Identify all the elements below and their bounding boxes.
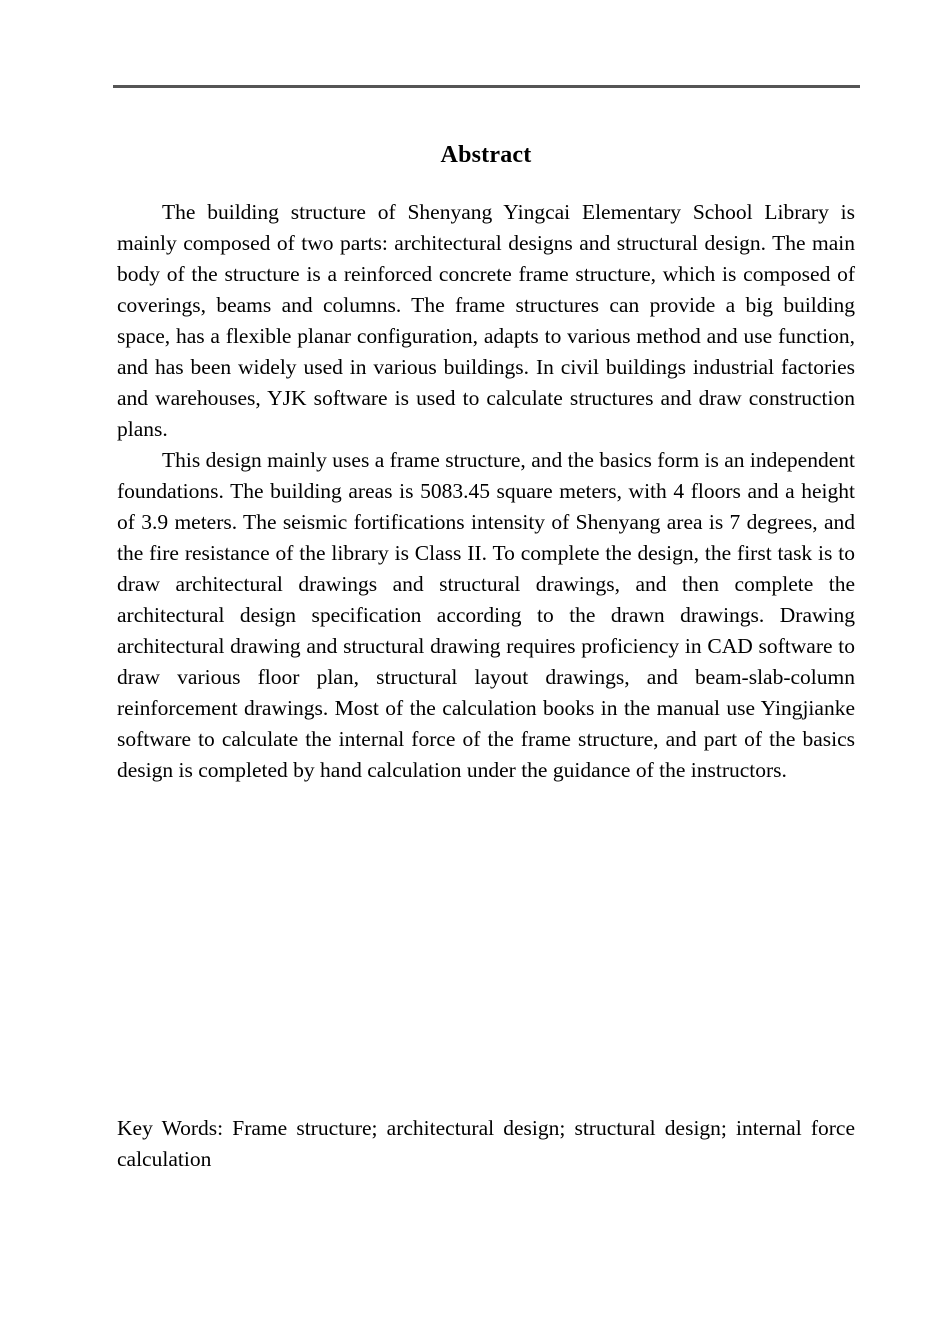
paragraph: The building structure of Shenyang Yingcai Elementary School Library is mainly composed of two parts: architectural designs and structural design. The main body of the structure is a reinforced concrete frame structure, which is composed of coverings, beams and columns. The frame structures can provide a big building space, has a flexible planar configuration, adapts to various method and use function, and has been widely used in various buildings. In civil buildings industrial factories and warehouses, YJK software is used to calculate structures and draw construction plans. — [117, 200, 855, 441]
keywords-line: Key Words: Frame structure; architectural design; structural design; internal force calculation — [117, 1116, 855, 1171]
abstract-section — [117, 140, 855, 786]
keywords-section — [117, 1113, 855, 1175]
header-rule-divider — [113, 85, 860, 88]
abstract-body — [117, 197, 855, 786]
page-title: Abstract — [440, 142, 532, 168]
paragraph: This design mainly uses a frame structure, and the basics form is an independent foundations. The building areas is 5083.45 square meters, with 4 floors and a height of 3.9 meters. The seismic fortifications intensity of Shenyang area is 7 degrees, and the fire resistance of the library is Class II. To complete the design, the first task is to draw architectural drawings and structural drawings, and then complete the architectural design specification according to the drawn drawings. Drawing architectural drawing and structural drawing requires proficiency in CAD software to draw various floor plan, structural layout drawings, and beam-slab-column reinforcement drawings. Most of the calculation books in the manual use Yingjianke software to calculate the internal force of the frame structure, and part of the basics design is completed by hand calculation under the guidance of the instructors. — [117, 448, 855, 782]
